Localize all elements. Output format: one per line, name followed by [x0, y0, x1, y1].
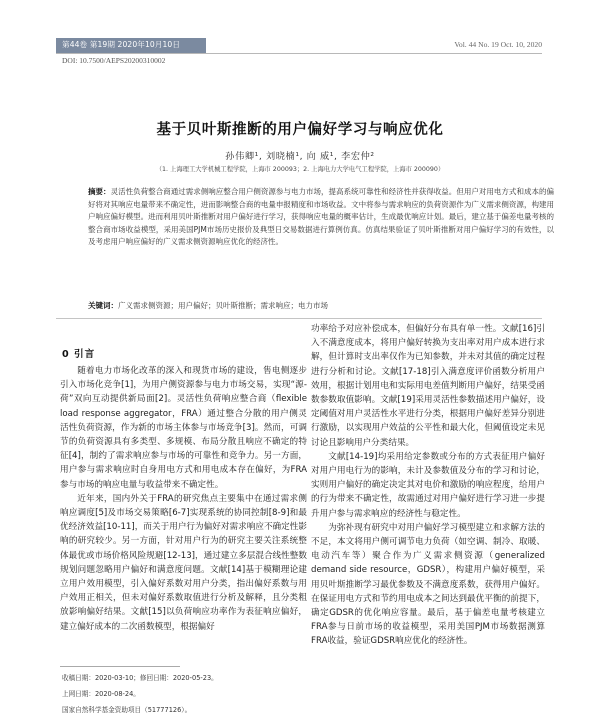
footnote-fund: 国家自然科学基金资助项目（51777126）。 [62, 706, 192, 714]
journal-issue-info: 第44卷 第19期 2020年10月10日 [62, 40, 181, 49]
abstract-text: 灵活性负荷整合商通过需求侧响应整合用户侧资源参与电力市场，提高系统可靠性和经济性并获得收益。但用户对用电方式和成本的偏好将对其响应电量带来不确定性，进而影响整合商的电量申报精度和市场收益。文中将参与需求响应的负荷资源作为广义需求侧资源，构建用户响应偏好模型。进而利用贝叶斯推断对用户偏好进行学习，获得响应电量的概率估计，生成最优响应计划。最后，建立基于偏差电量考核的整合商市场收益模型，采用美国PJM市场历史报价及典型日交易数据进行算例仿真。仿真结果验证了贝叶斯推断对用户偏好学习的有效性，以及考虑用户响应偏好的广义需求侧资源响应优化的经济性。 [88, 187, 555, 247]
paper-title: 基于贝叶斯推断的用户偏好学习与响应优化 [156, 122, 444, 138]
keywords-label: 关键词： [88, 301, 118, 310]
authors: 孙伟卿¹, 刘晓楠¹, 向 威¹, 李宏仲² [225, 151, 375, 162]
abstract-separator [56, 318, 542, 319]
left-column [60, 364, 307, 634]
footnote-online: 上网日期：2020-08-24。 [62, 690, 140, 698]
footnote-rule [60, 666, 180, 667]
paragraph-continued: 功率给予对应补偿成本，但偏好分布具有单一性。文献[16]引入不满意度成本，将用户偏好转换为支出率对用户成本进行求解，但计算时支出率仅作为已知参数，并未对其值的确定过程进行分析和讨论。文献[17-18]引入满意度评价函数分析用户效用，根据计划用电和实际用电差值判断用户偏好，结果受函数参数取值影响。文献[19]采用灵活性参数描述用户偏好，设定阈值对用户灵活性水平进行分类，根据用户偏好差异分别进行激励，以实现用户效益的公平性和最大化，但阈值设定未见讨论且影响用户分类结果。 [311, 324, 545, 448]
doi[interactable]: DOI: 10.7500/AEPS20200310002 [62, 56, 166, 65]
keywords [88, 300, 554, 311]
abstract-label: 摘要： [88, 187, 111, 196]
paragraph: 近年来，国内外关于FRA的研究焦点主要集中在通过需求侧响应调度[5]及市场交易策略[6-7]实现系统的协同控制[8-9]和最优经济效益[10-11]，而关于用户行为偏好对需求响应不确定性影响的研究较少。另一方面，针对用户行为的研究主要关注系统整体最优或市场价格风险规避[12-13]，通过建立多层混合线性整数规划问题忽略用户偏好和满意度问题。文献[14]基于模糊理论建立用户效用模型，引入偏好系数对用户分类，指出偏好系数与用户效用正相关，但未对偏好系数取值进行分析及解释，且分类粗放影响偏好结果。文献[15]以负荷响应功率作为表征响应偏好，建立偏好成本的二次函数模型，根据偏好 [60, 493, 307, 632]
footnote-received: 收稿日期：2020-03-10；修回日期：2020-05-23。 [62, 674, 218, 682]
section-heading-introduction: 0 引言 [62, 349, 96, 360]
affiliations: （1. 上海理工大学机械工程学院，上海市 200093；2. 上海电力大学电气工程学院，上海市 200090） [155, 166, 445, 173]
paragraph: 为弥补现有研究中对用户偏好学习模型建立和求解方法的不足，本文将用户侧可调节电力负荷（如空调、制冷、取暖、电动汽车等）聚合作为广义需求侧资源（generalized demand side resource，GDSR），构建用户偏好模型，采用贝叶斯推断学习最优参数及不满意度系数，获得用户偏好。在保证用电方式和节约用电成本之间达到最优平衡的前提下，确定GDSR的优化响应容量。最后，基于偏差电量考核建立FRA参与日前市场的收益模型，采用美国PJM市场数据测算FRA收益，验证GDSR响应优化的经济性。 [311, 522, 545, 647]
keywords-text: 广义需求侧资源；用户偏好；贝叶斯推断；需求响应；电力市场 [118, 301, 328, 310]
journal-issue-info-en: Vol. 44 No. 19 Oct. 10, 2020 [454, 40, 542, 49]
right-column [311, 322, 545, 649]
abstract [88, 186, 554, 249]
paragraph: 文献[14-19]均采用给定参数或分布的方式表征用户偏好对用户用电行为的影响，未计及参数值及分布的学习和讨论，实则用户偏好的确定决定其对电价和激励的响应程度，给用户的行为带来不确定性，故需通过对用户偏好进行学习进一步提升用户参与需求响应的经济性与稳定性。 [311, 451, 545, 519]
paragraph: 随着电力市场化改革的深入和现货市场的建设，售电侧逐步引入市场化竞争[1]，为用户侧资源参与电力市场交易，实现“源-荷”双向互动提供新局面[2]。灵活性负荷响应整合商（flexible load response aggregator，FRA）通过整合分散的用户侧灵活性负荷资源，作为新的市场主体参与市场竞争[3]。然而，可调节的负荷资源具有多类型、多规模、布局分散且响应不确定的特征[4]，制约了需求响应参与市场的可靠性和竞争力。另一方面，用户参与需求响应时自身用电方式和用电成本存在偏好，为FRA参与市场的响应电量与收益带来不确定性。 [60, 366, 307, 490]
header-rule [56, 53, 542, 54]
